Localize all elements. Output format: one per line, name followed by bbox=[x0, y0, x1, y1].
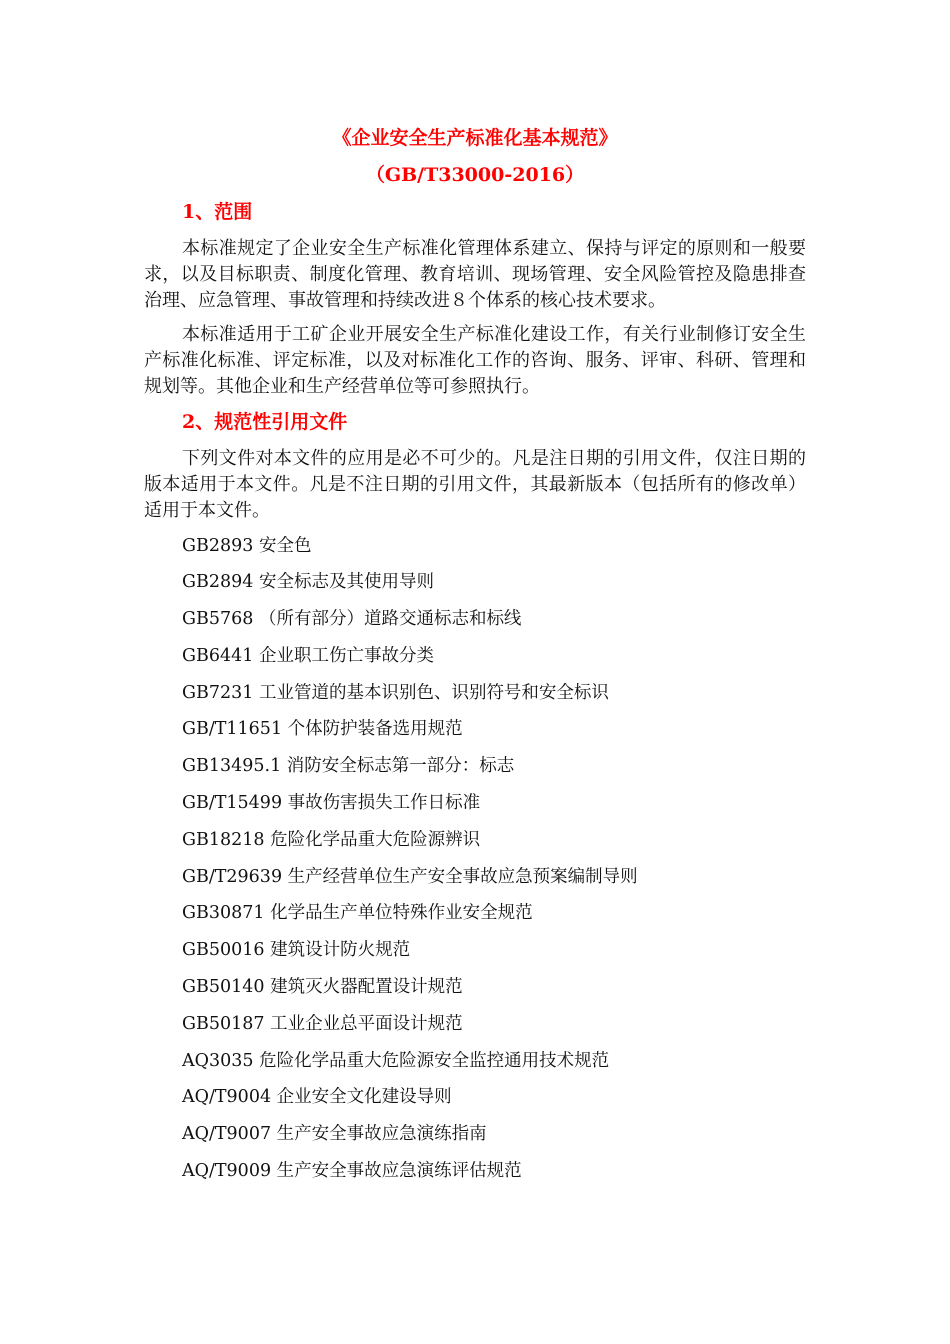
reference-item: AQ/T9004 企业安全文化建设导则 bbox=[182, 1087, 452, 1107]
reference-item: AQ3035 危险化学品重大危险源安全监控通用技术规范 bbox=[182, 1051, 610, 1071]
reference-item: GB2893 安全色 bbox=[182, 536, 312, 556]
section-heading-scope: 1、范围 bbox=[182, 201, 253, 223]
reference-item: GB13495.1 消防安全标志第一部分：标志 bbox=[182, 756, 515, 776]
reference-item: GB18218 危险化学品重大危险源辨识 bbox=[182, 830, 481, 850]
references-intro-paragraph: 下列文件对本文件的应用是必不可少的。凡是注日期的引用文件，仅注日期的版本适用于本文件。凡是不注日期的引用文件，其最新版本（包括所有的修改单）适用于本文件。 bbox=[144, 448, 806, 521]
reference-item: AQ/T9007 生产安全事故应急演练指南 bbox=[182, 1124, 487, 1144]
scope-paragraph-2: 本标准适用于工矿企业开展安全生产标准化建设工作，有关行业制修订安全生产标准化标准、评定标准，以及对标准化工作的咨询、服务、评审、科研、管理和规划等。其他企业和生产经营单位等可参照执行。 bbox=[144, 324, 806, 397]
reference-item: AQ/T9009 生产安全事故应急演练评估规范 bbox=[182, 1161, 522, 1181]
reference-item: GB30871 化学品生产单位特殊作业安全规范 bbox=[182, 903, 533, 923]
document-title: 《企业安全生产标准化基本规范》 bbox=[332, 127, 618, 149]
scope-paragraph-1: 本标准规定了企业安全生产标准化管理体系建立、保持与评定的原则和一般要求，以及目标职责、制度化管理、教育培训、现场管理、安全风险管控及隐患排查治理、应急管理、事故管理和持续改进８个体系的核心技术要求。 bbox=[144, 238, 806, 311]
reference-item: GB5768 （所有部分）道路交通标志和标线 bbox=[182, 609, 522, 629]
reference-item: GB7231 工业管道的基本识别色、识别符号和安全标识 bbox=[182, 683, 609, 703]
document-code: （GB/T33000-2016） bbox=[365, 164, 585, 186]
reference-item: GB50140 建筑灭火器配置设计规范 bbox=[182, 977, 463, 997]
reference-item: GB50016 建筑设计防火规范 bbox=[182, 940, 411, 960]
reference-item: GB/T15499 事故伤害损失工作日标准 bbox=[182, 793, 481, 813]
reference-item: GB2894 安全标志及其使用导则 bbox=[182, 572, 434, 592]
reference-item: GB6441 企业职工伤亡事故分类 bbox=[182, 646, 434, 666]
reference-item: GB/T11651 个体防护装备选用规范 bbox=[182, 719, 463, 739]
section-heading-references: 2、规范性引用文件 bbox=[182, 411, 348, 433]
reference-item: GB/T29639 生产经营单位生产安全事故应急预案编制导则 bbox=[182, 867, 638, 887]
reference-item: GB50187 工业企业总平面设计规范 bbox=[182, 1014, 463, 1034]
